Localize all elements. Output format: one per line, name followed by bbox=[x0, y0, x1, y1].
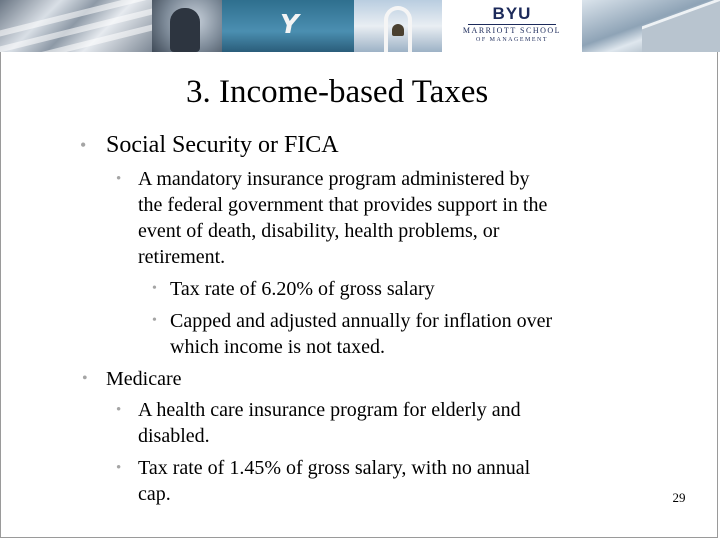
bullet-text-line: A health care insurance program for elderly and bbox=[138, 399, 521, 421]
logo-rule bbox=[468, 24, 556, 25]
bullet-text-line: A mandatory insurance program administered by bbox=[138, 168, 530, 190]
bullet-medicare: Medicare bbox=[106, 368, 182, 390]
bullet-text-line: event of death, disability, health problems, or bbox=[138, 220, 500, 242]
logo-byu-text: BYU bbox=[492, 4, 532, 23]
banner-photo-statue bbox=[152, 0, 222, 52]
building-icon bbox=[642, 0, 720, 52]
bullet-icon: • bbox=[116, 402, 122, 418]
bullet-icon: • bbox=[116, 171, 122, 187]
page-number: 29 bbox=[672, 490, 686, 505]
bullet-text-line: the federal government that provides support in the bbox=[138, 194, 548, 216]
bullet-social-security: Social Security or FICA bbox=[106, 132, 339, 158]
bullet-icon: • bbox=[116, 460, 122, 476]
bullet-text-line: Capped and adjusted annually for inflation over bbox=[170, 310, 553, 332]
bullet-icon: • bbox=[80, 135, 87, 155]
statue-icon bbox=[170, 8, 200, 52]
bullet-text-line: cap. bbox=[138, 483, 171, 505]
banner-photo-mountain-y bbox=[222, 0, 354, 52]
slide-title: 3. Income-based Taxes bbox=[186, 74, 489, 110]
banner-photo-steel bbox=[0, 0, 152, 52]
logo-management-text: OF MANAGEMENT bbox=[476, 37, 548, 43]
banner-photo-bell-tower bbox=[354, 0, 442, 52]
bullet-icon: • bbox=[152, 281, 157, 296]
bullet-text-line: Tax rate of 1.45% of gross salary, with no annual bbox=[138, 457, 531, 479]
banner-photo-building bbox=[582, 0, 720, 52]
logo-school-text: MARRIOTT SCHOOL bbox=[462, 26, 562, 35]
bullet-icon: • bbox=[82, 370, 88, 387]
header-banner bbox=[0, 0, 720, 52]
bell-icon bbox=[392, 24, 404, 36]
bullet-text-line: retirement. bbox=[138, 246, 226, 268]
bullet-text-line: which income is not taxed. bbox=[170, 336, 385, 358]
mountain-y-icon: Y bbox=[280, 10, 299, 40]
byu-logo bbox=[442, 0, 582, 52]
bullet-icon: • bbox=[152, 313, 157, 328]
bullet-tax-rate-ss: Tax rate of 6.20% of gross salary bbox=[170, 278, 435, 300]
bullet-text-line: disabled. bbox=[138, 425, 210, 447]
